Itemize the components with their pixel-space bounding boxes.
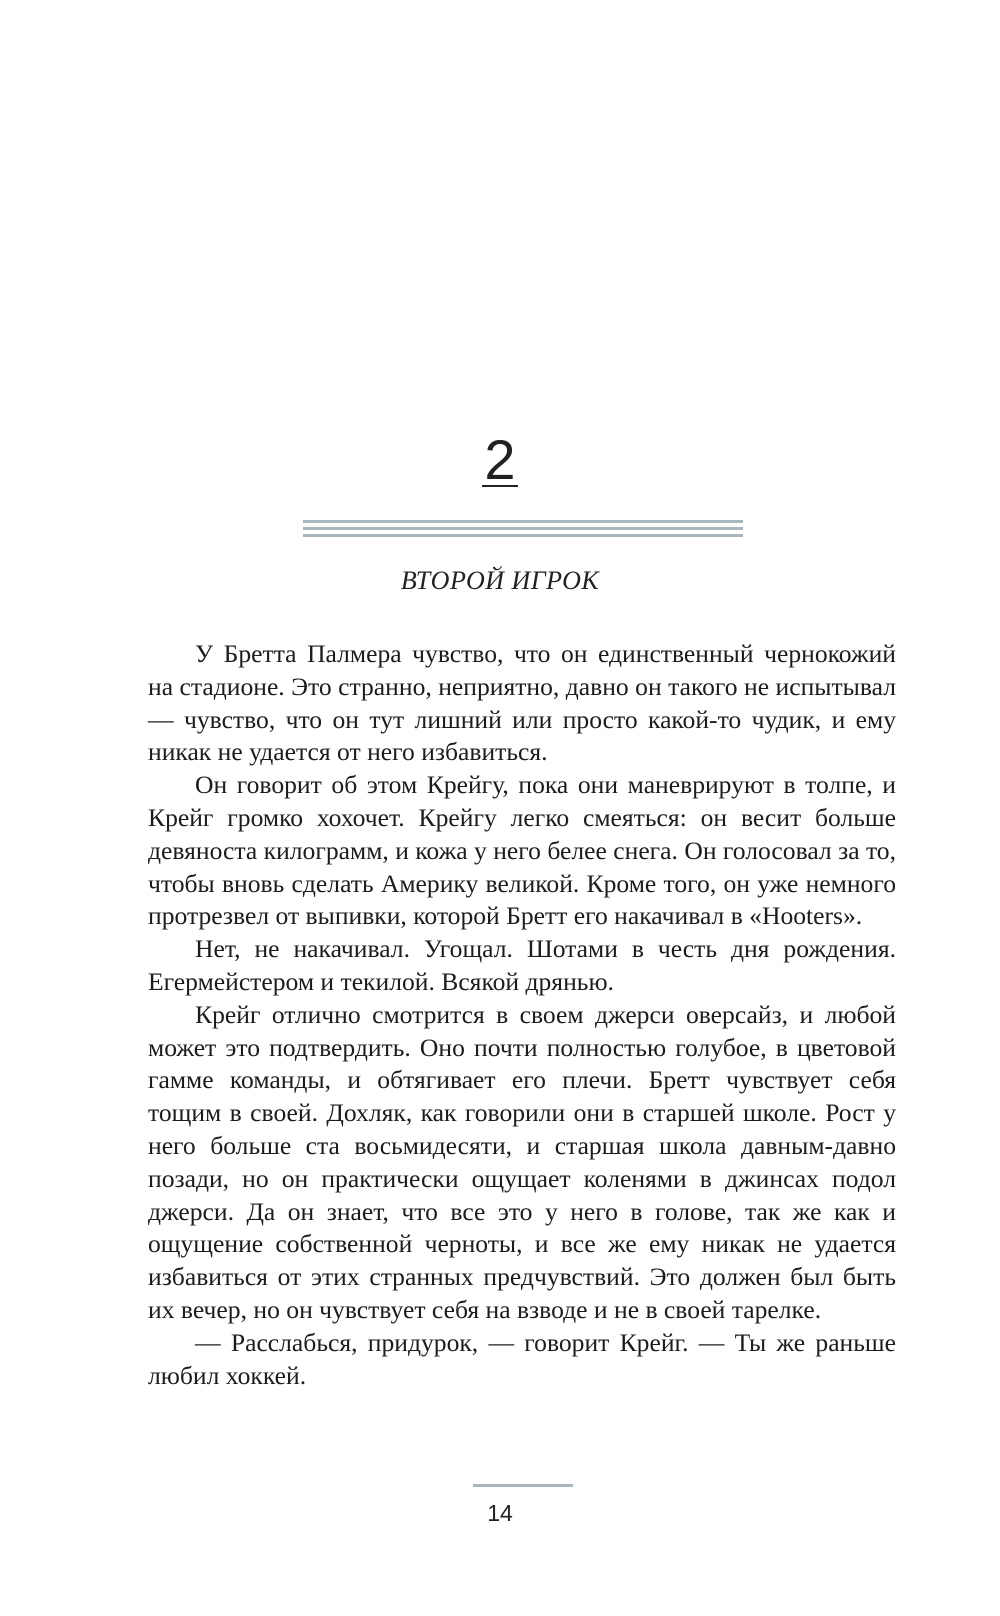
chapter-divider: [303, 520, 743, 541]
paragraph: Крейг отлично смотрится в своем джерси оверсайз, и любой может это подтвердить. Оно почти полностью голубое, в цветовой гамме команды, и обтягивает его плечи. Бретт чувствует себя тощим в своей. Дохляк, как говорили они в старшей школе. Рост у него больше ста восьмидесяти, и старшая школа давным-давно позади, но он практически ощущает коленями в джинсах подол джерси. Да он знает, что все это у него в голове, так же как и ощущение собственной черноты, и все же ему никак не удается избавиться от этих странных предчувствий. Это должен был быть их вечер, но он чувствует себя на взводе и не в своей тарелке.: [148, 999, 896, 1324]
divider-line: [303, 520, 743, 523]
paragraph: Он говорит об этом Крейгу, пока они маневрируют в толпе, и Крейг громко хохочет. Крейгу легко смеяться: он весит больше девяноста килограмм, и кожа у него белее снега. Он голосовал за то, чтобы вновь сделать Америку великой. Кроме того, он уже немного протрезвел от выпивки, которой Бретт его накачивал в «Hooters».: [148, 770, 897, 931]
paragraph: — Расслабься, придурок, — говорит Крейг. — Ты же раньше любил хоккей.: [148, 1327, 896, 1390]
footer-rule: [473, 1484, 573, 1487]
paragraph: Нет, не накачивал. Угощал. Шотами в честь дня рождения. Егермейстером и текилой. Всякой дрянью.: [148, 934, 896, 996]
divider-line: [303, 534, 743, 537]
chapter-title: ВТОРОЙ ИГРОК: [400, 566, 600, 595]
body-text: [148, 638, 896, 1392]
chapter-number: [0, 430, 1000, 490]
paragraph: У Бретта Палмера чувство, что он единственный чернокожий на стадионе. Это странно, неприятно, давно он такого не испытывал — чувство, что он тут лишний или просто какой-то чудик, и ему никак не удается от него избавиться.: [148, 639, 896, 767]
divider-line: [303, 527, 743, 530]
chapter-number-text: 2: [484, 428, 516, 491]
page-number: 14: [487, 1500, 513, 1526]
